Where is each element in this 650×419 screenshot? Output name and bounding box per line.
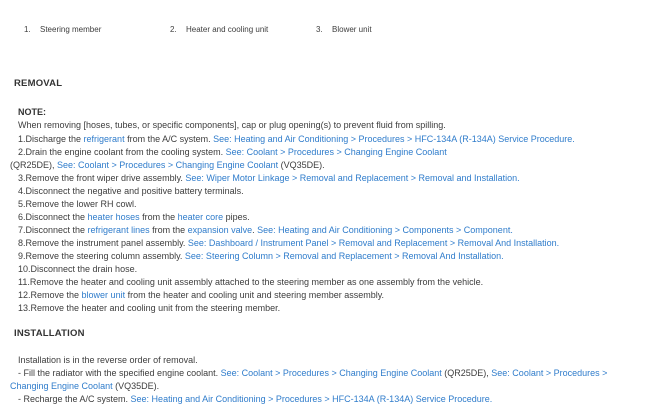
procedure-text: (VQ35DE).	[112, 381, 160, 391]
removal-heading: REMOVAL	[14, 78, 63, 89]
procedure-text: Installation is in the reverse order of removal.	[18, 355, 198, 365]
legend-item-label: Steering member	[40, 25, 102, 34]
procedure-text: 7.Disconnect the	[18, 225, 88, 235]
procedure-text: from the heater and cooling unit and steering member assembly.	[125, 290, 385, 300]
note-text: When removing [hoses, tubes, or specific components], cap or plug opening(s) to prevent fluid from spilling.	[18, 120, 446, 130]
procedure-text: (QR25DE),	[10, 160, 58, 170]
legend-item	[24, 25, 101, 35]
procedure-link[interactable]: refrigerant lines	[87, 225, 150, 235]
procedure-link[interactable]: See: Heating and Air Conditioning > Procedures > HFC-134A (R-134A) Service Procedure.	[213, 134, 575, 144]
procedure-link[interactable]: See: Wiper Motor Linkage > Removal and Replacement > Removal and Installation.	[185, 173, 520, 183]
removal-step-line	[0, 146, 650, 159]
procedure-text: 11.Remove the heater and cooling unit assembly attached to the steering member as one assembly from the vehicle.	[18, 277, 484, 287]
removal-steps	[0, 133, 650, 315]
procedure-link[interactable]: See: Dashboard / Instrument Panel > Removal and Replacement > Removal And Installation.	[187, 238, 560, 248]
legend-item	[316, 25, 372, 35]
procedure-text: 4.Disconnect the negative and positive battery terminals.	[18, 186, 244, 196]
removal-step-line	[0, 302, 650, 315]
procedure-text: .	[252, 225, 258, 235]
removal-step-line	[0, 263, 650, 276]
installation-step-line	[0, 380, 650, 393]
procedure-link[interactable]: Changing Engine Coolant	[10, 381, 113, 391]
removal-step-line	[0, 159, 650, 172]
removal-step-line	[0, 133, 650, 146]
procedure-link[interactable]: See: Steering Column > Removal and Replacement > Removal And Installation.	[184, 251, 504, 261]
procedure-text: pipes.	[223, 212, 250, 222]
removal-step-line	[0, 276, 650, 289]
legend-item-number: 2.	[170, 25, 177, 34]
procedure-text: from the	[139, 212, 178, 222]
procedure-text: 5.Remove the lower RH cowl.	[18, 199, 137, 209]
removal-step-line	[0, 172, 650, 185]
installation-heading: INSTALLATION	[14, 328, 85, 339]
procedure-link[interactable]: See: Coolant > Procedures > Changing Engine Coolant	[57, 160, 279, 170]
procedure-text: 2.Drain the engine coolant from the cooling system.	[18, 147, 226, 157]
procedure-link[interactable]: heater core	[177, 212, 224, 222]
procedure-text: 9.Remove the steering column assembly.	[18, 251, 185, 261]
removal-step-line	[0, 224, 650, 237]
procedure-text: 12.Remove the	[18, 290, 82, 300]
procedure-text: 6.Disconnect the	[18, 212, 88, 222]
procedure-link[interactable]: See: Coolant > Procedures > Changing Engine Coolant	[225, 147, 447, 157]
procedure-text: 3.Remove the front wiper drive assembly.	[18, 173, 186, 183]
procedure-link[interactable]: See: Coolant > Procedures > Changing Engine Coolant	[220, 368, 442, 378]
procedure-text: 13.Remove the heater and cooling unit from the steering member.	[18, 303, 281, 313]
legend-item-number: 3.	[316, 25, 323, 34]
procedure-link[interactable]: expansion valve	[187, 225, 253, 235]
procedure-text: from the A/C system.	[124, 134, 214, 144]
procedure-link[interactable]: refrigerant	[83, 134, 125, 144]
procedure-text: (QR25DE),	[441, 368, 492, 378]
procedure-link[interactable]: blower unit	[81, 290, 126, 300]
procedure-text: 10.Disconnect the drain hose.	[18, 264, 138, 274]
installation-step-line	[0, 354, 650, 367]
procedure-text: - Fill the radiator with the specified engine coolant.	[18, 368, 221, 378]
legend-item	[170, 25, 268, 35]
procedure-link[interactable]: See: Heating and Air Conditioning > Components > Component.	[257, 225, 513, 235]
removal-step-line	[0, 289, 650, 302]
removal-step-line	[0, 185, 650, 198]
procedure-link[interactable]: heater hoses	[87, 212, 140, 222]
procedure-text: (VQ35DE).	[278, 160, 325, 170]
procedure-text: 8.Remove the instrument panel assembly.	[18, 238, 188, 248]
procedure-text: - Recharge the A/C system.	[18, 394, 131, 404]
installation-steps	[0, 354, 650, 406]
removal-step-line	[0, 250, 650, 263]
procedure-text: 1.Discharge the	[18, 134, 84, 144]
installation-step-line	[0, 367, 650, 380]
installation-step-line	[0, 393, 650, 406]
figure-legend	[0, 25, 650, 37]
removal-step-line	[0, 237, 650, 250]
removal-step-line	[0, 198, 650, 211]
procedure-link[interactable]: See: Heating and Air Conditioning > Procedures > HFC-134A (R-134A) Service Procedure.	[130, 394, 493, 404]
removal-step-line	[0, 211, 650, 224]
legend-item-number: 1.	[24, 25, 31, 34]
procedure-link[interactable]: See: Coolant > Procedures >	[491, 368, 608, 378]
legend-item-label: Blower unit	[332, 25, 372, 34]
note-label: NOTE:	[18, 107, 46, 117]
procedure-text: from the	[149, 225, 188, 235]
legend-item-label: Heater and cooling unit	[186, 25, 269, 34]
